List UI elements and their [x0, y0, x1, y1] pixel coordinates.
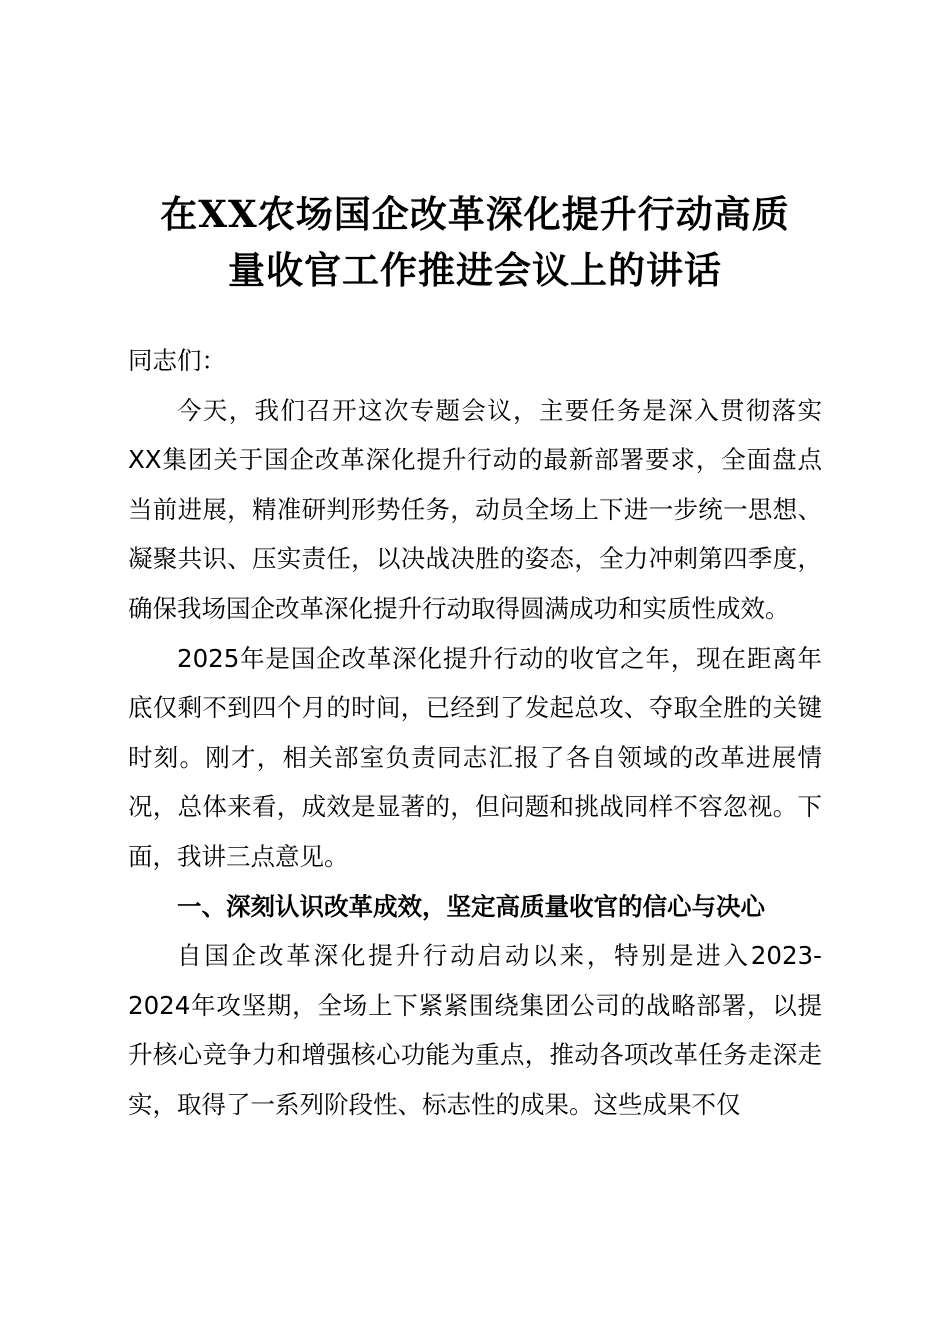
salutation: 同志们： [128, 346, 226, 375]
title-line-2: 量收官工作推进会议上的讲话 [228, 248, 722, 292]
paragraph-opening: 今天，我们召开这次专题会议，主要任务是深入贯彻落实XX集团关于国企改革深化提升行动的最新部署要求，全面盘点当前进展，精准研判形势任务，动员全场上下进一步统一思想、凝聚共识、压实责任，以决战决胜的姿态，全力冲刺第四季度，确保我场国企改革深化提升行动取得圆满成功和实质性成效。 [128, 395, 822, 623]
title-line-1: 在XX农场国企改革深化提升行动高质 [160, 192, 790, 236]
section-heading: 一、深刻认识改革成效，坚定高质量收官的信心与决心 [177, 891, 765, 921]
section-paragraph: 自国企改革深化提升行动启动以来，特别是进入2023-2024年攻坚期，全场上下紧紧围绕集团公司的战略部署，以提升核心竞争力和增强核心功能为重点，推动各项改革任务走深走实，取得了一系列阶段性、标志性的成果。这些成果不仅 [128, 941, 822, 1119]
paragraph-context: 2025年是国企改革深化提升行动的收官之年，现在距离年底仅剩不到四个月的时间，已经到了发起总攻、夺取全胜的关键时刻。刚才，相关部室负责同志汇报了各自领域的改革进展情况，总体来看，成效是显著的，但问题和挑战同样不容忽视。下面，我讲三点意见。 [128, 643, 822, 871]
document-title [100, 186, 850, 298]
document-body [128, 336, 822, 1130]
